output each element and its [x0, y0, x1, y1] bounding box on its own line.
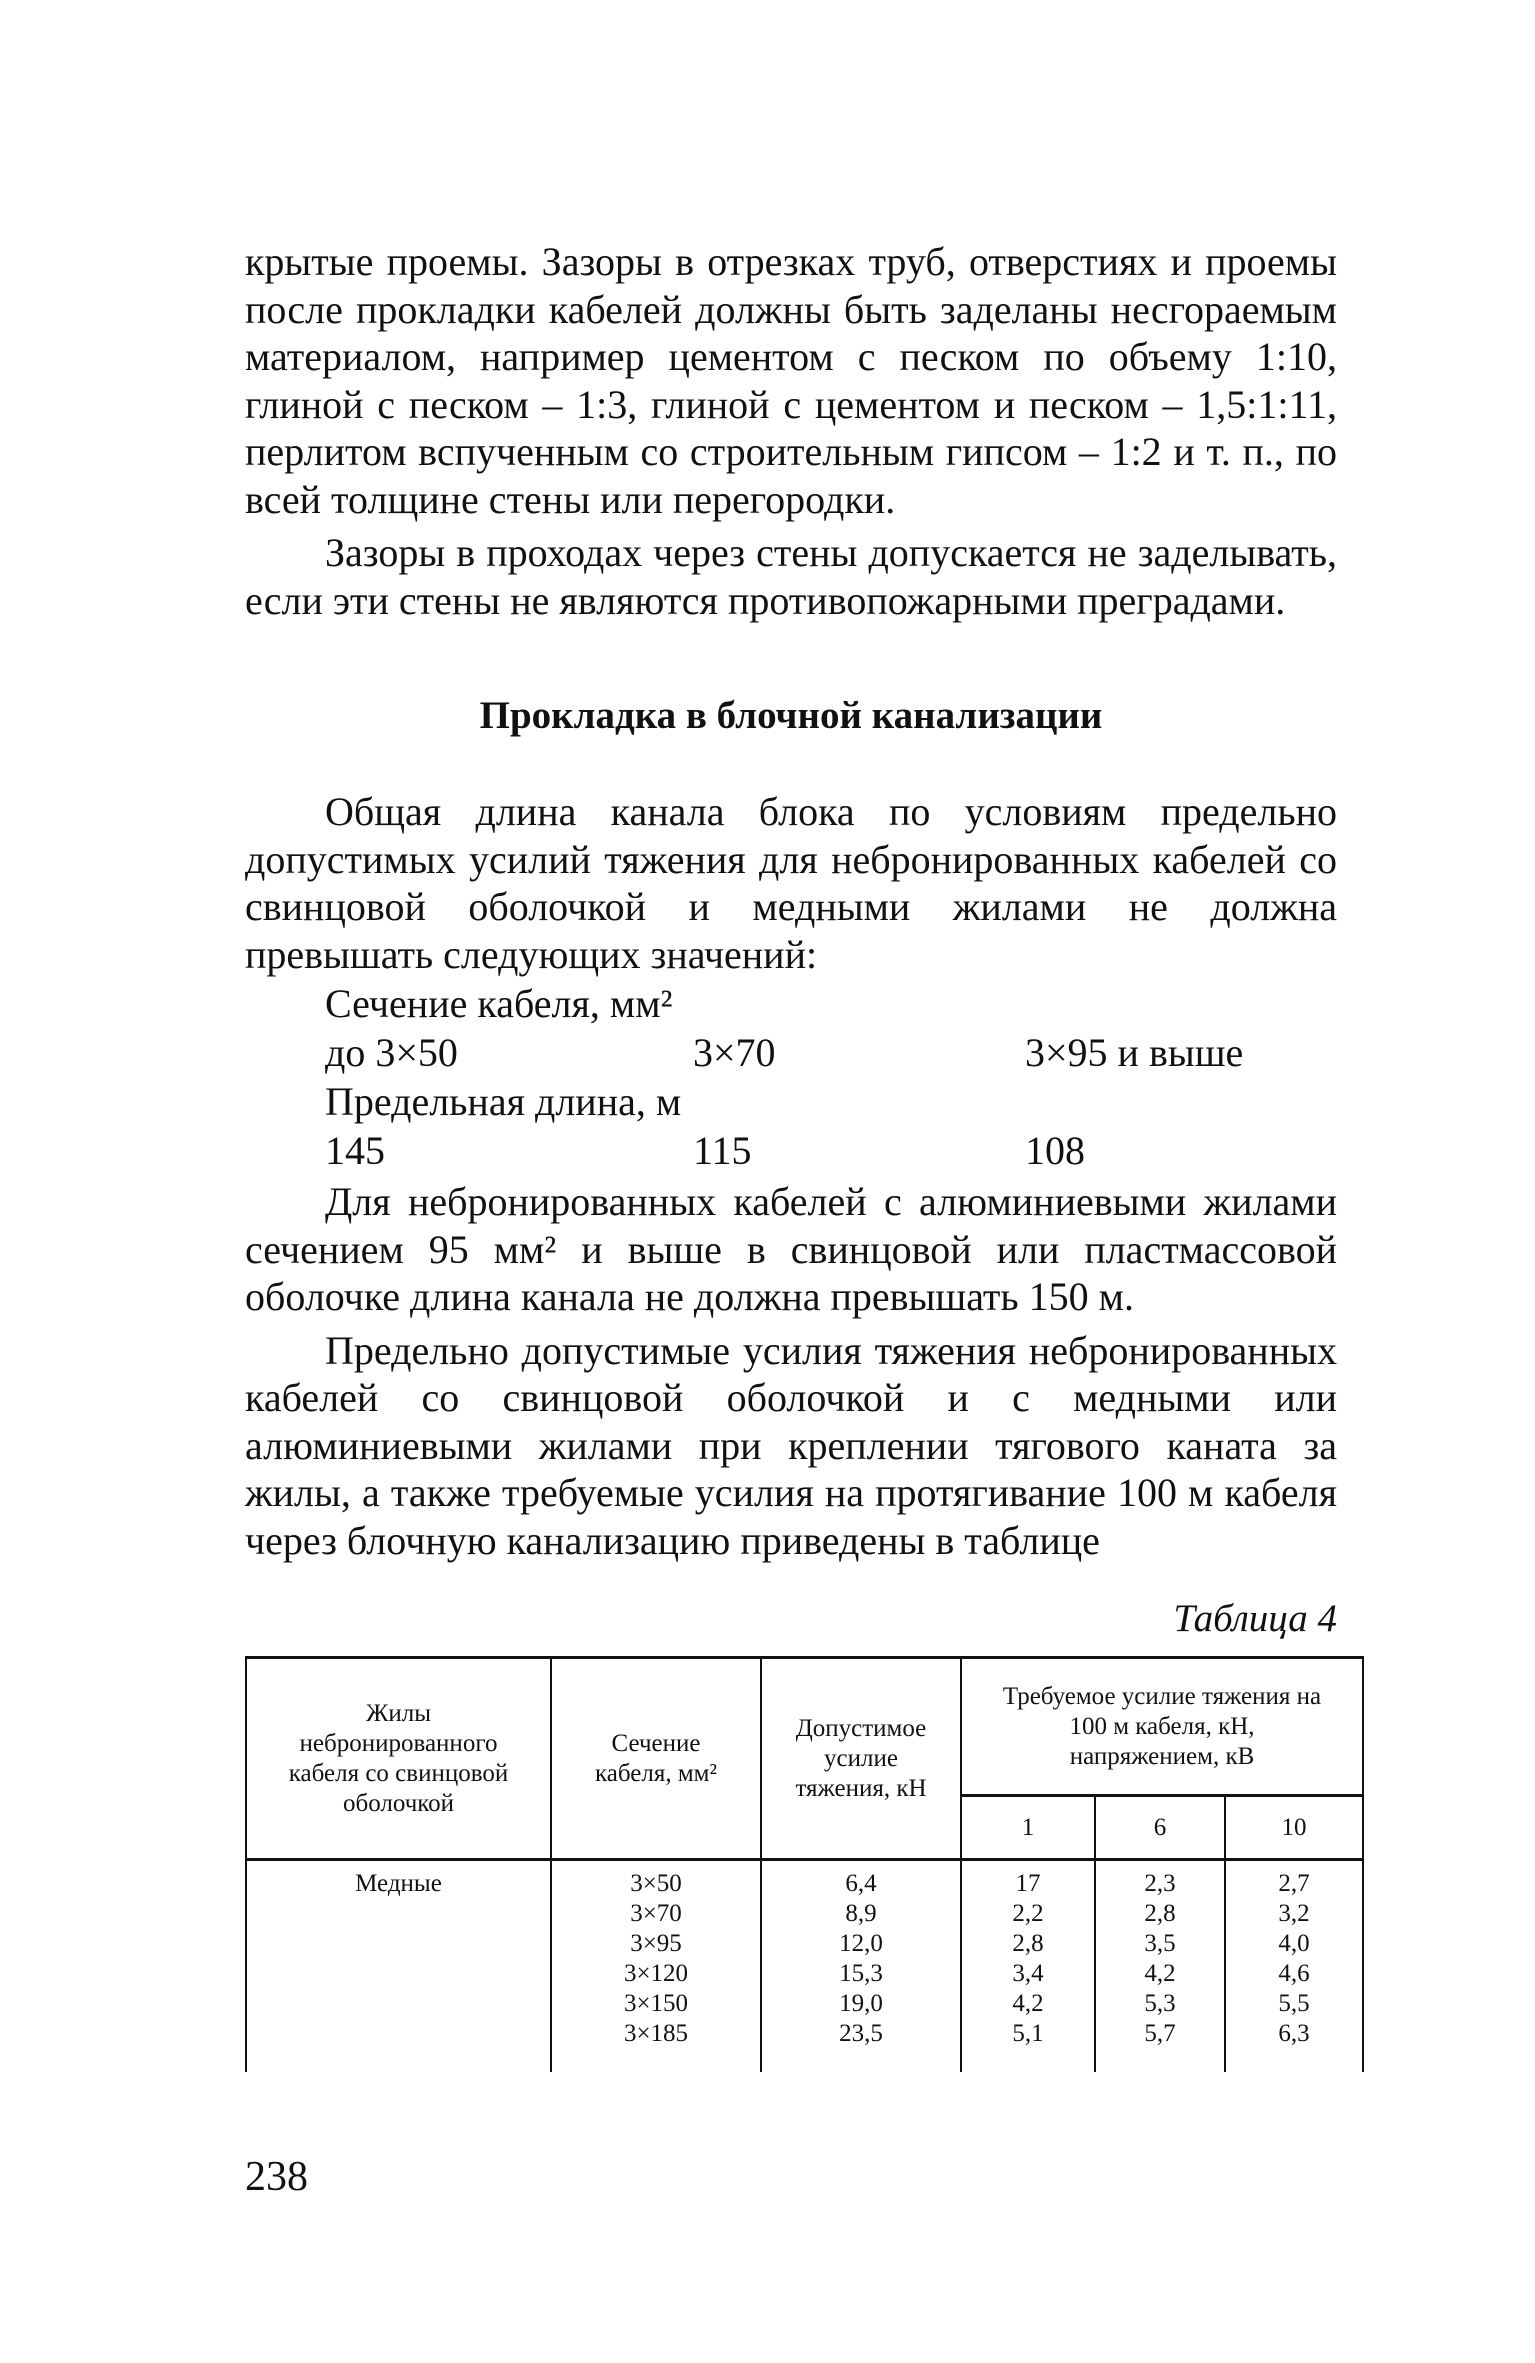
allowed-value: 19,0 [839, 1990, 883, 2017]
sections-cell [551, 1860, 761, 2072]
kv1-value: 2,2 [1012, 1900, 1044, 1927]
spec-length-1: 145 [325, 1128, 385, 1173]
kv6-value: 2,3 [1144, 1870, 1176, 1897]
kv10-value: 6,3 [1278, 2020, 1310, 2047]
header-kv-10: 10 [1225, 1796, 1363, 1860]
paragraph-3: Для небронированных кабелей с алюминиевыми жилами сечением 95 мм² и выше в свинцовой или пластмассовой оболочке длина канала не должна превышать 150 м. [245, 1179, 1337, 1319]
kv10-value: 2,7 [1278, 1870, 1310, 1897]
kv10-value: 5,5 [1278, 1990, 1310, 2017]
header-allowed: Допустимое усилие тяжения, кН [761, 1658, 961, 1860]
section-value: 3×70 [630, 1900, 682, 1927]
page-number: 238 [245, 2154, 308, 2200]
section-value: 3×120 [623, 1960, 689, 1987]
spec-section-label: Сечение кабеля, мм² [325, 981, 673, 1026]
kv1-value: 2,8 [1012, 1930, 1044, 1957]
cable-table [245, 1656, 1362, 2072]
paragraph-4: Предельно допустимые усилия тяжения небронированных кабелей со свинцовой оболочкой и с медными или алюминиевыми жилами при креплении тягового каната за жилы, а также требуемые усилия на протягивание 100 м кабеля через блочную канализацию приведены в таблице [245, 1327, 1337, 1563]
table-caption: Таблица 4 [1173, 1597, 1337, 1640]
spec-section-1: до 3×50 [325, 1030, 458, 1075]
allowed-value: 15,3 [839, 1960, 883, 1987]
kv1-cell [961, 1860, 1095, 2072]
allowed-value: 8,9 [845, 1900, 877, 1927]
header-core: Жилы небронированного кабеля со свинцовой оболочкой [246, 1658, 551, 1860]
kv6-value: 4,2 [1144, 1960, 1176, 1987]
spec-length-3: 108 [1025, 1128, 1085, 1173]
kv1-value: 5,1 [1012, 2020, 1044, 2047]
section-value: 3×50 [630, 1870, 682, 1897]
kv6-value: 5,7 [1144, 2020, 1176, 2047]
kv6-value: 5,3 [1144, 1990, 1176, 2017]
core-type-cell: Медные [246, 1860, 551, 2072]
header-required: Требуемое усилие тяжения на 100 м кабеля, кН, напряжением, кВ [961, 1658, 1363, 1796]
spec-length-label: Предельная длина, м [325, 1079, 682, 1124]
kv10-cell [1225, 1860, 1363, 2072]
header-kv-1: 1 [961, 1796, 1095, 1860]
paragraph-2: Зазоры в проходах через стены допускается не заделывать, если эти стены не являются противопожарными преградами. [245, 530, 1337, 623]
kv10-value: 4,6 [1278, 1960, 1310, 1987]
kv1-value: 17 [1015, 1870, 1041, 1897]
spec-section-2: 3×70 [693, 1030, 776, 1075]
body-text-top [245, 238, 1337, 624]
allowed-value: 6,4 [845, 1870, 877, 1897]
kv10-value: 3,2 [1278, 1900, 1310, 1927]
section-value: 3×150 [623, 1990, 689, 2017]
section-value: 3×185 [623, 2020, 689, 2047]
paragraph-1: крытые проемы. Зазоры в отрезках труб, отверстиях и проемы после прокладки кабелей должны быть заделаны несгораемым материалом, например цементом с песком по объему 1:10, глиной с песком – 1:3, глиной с цементом и песком – 1,5:1:11, перлитом вспученным со строительным гипсом – 1:2 и т. п., по всей толщине стены или перегородки. [245, 239, 1337, 522]
intro-paragraph: Общая длина канала блока по условиям предельно допустимых усилий тяжения для небронированных кабелей со свинцовой оболочкой и медными жилами не должна превышать следующих значений: [245, 789, 1337, 977]
spec-length-2: 115 [693, 1128, 752, 1173]
section-value: 3×95 [630, 1930, 682, 1957]
kv6-value: 2,8 [1144, 1900, 1176, 1927]
kv1-value: 3,4 [1012, 1960, 1044, 1987]
allowed-value: 23,5 [839, 2020, 883, 2047]
allowed-value: 12,0 [839, 1930, 883, 1957]
allowed-cell [761, 1860, 961, 2072]
intro-text [245, 788, 1337, 978]
header-kv-6: 6 [1095, 1796, 1225, 1860]
kv1-value: 4,2 [1012, 1990, 1044, 2017]
body-text-bottom [245, 1178, 1337, 1564]
kv10-value: 4,0 [1278, 1930, 1310, 1957]
section-heading: Прокладка в блочной канализации [479, 694, 1103, 737]
kv6-cell [1095, 1860, 1225, 2072]
header-section: Сечение кабеля, мм² [551, 1658, 761, 1860]
spec-section-3: 3×95 и выше [1025, 1030, 1244, 1075]
kv6-value: 3,5 [1144, 1930, 1176, 1957]
